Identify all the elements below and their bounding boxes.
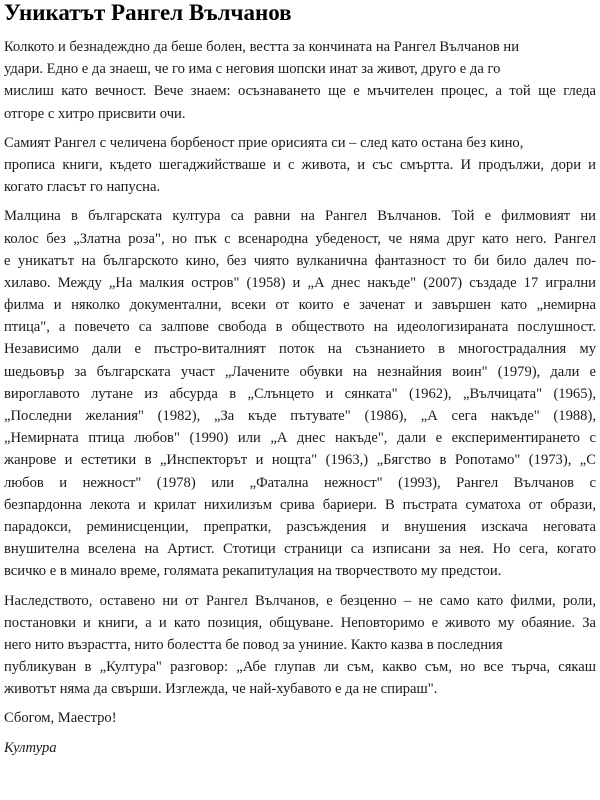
article-body bbox=[4, 36, 596, 766]
paragraph-line: вироглавото лутане из абсурда в „Слънцето и сянката" (1962), „Вълчицата" (1965), bbox=[4, 385, 596, 402]
paragraph-line: колос без „Златна роза", но пък с всенародна убеденост, че няма друг като него. Рангел bbox=[4, 230, 596, 247]
paragraph-line: безпардонна лекота и крилат нихилизъм срива бариери. В пъстрата суматоха от образи, bbox=[4, 496, 596, 513]
paragraph-line: постановки и книги, а и като позиция, общуване. Неповторимо е живото му обаяние. За bbox=[4, 614, 596, 631]
paragraph-line: внушителна вселена на Артист. Стотици страници са изписани за нея. Но сега, когато bbox=[4, 541, 596, 558]
paragraph-line: „Немирната птица любов" (1990) или „А днес накъде", дали е експериментирането с bbox=[4, 430, 596, 447]
article-paragraph bbox=[4, 707, 596, 729]
paragraph-line: е уникатът на българското кино, без чиято вулканична фантазност то би било далеч по- bbox=[4, 252, 596, 269]
article-paragraph bbox=[4, 132, 596, 199]
paragraph-line: парадокси, реминисценции, препратки, разсъждения и внушения изскача неговата bbox=[4, 518, 596, 535]
paragraph-line: прописа книги, където шегаджийстваше и с живота, и със смъртта. И продължи, дори и bbox=[4, 156, 596, 173]
paragraph-line: „Последни желания" (1982), „За къде пътувате" (1986), „А сега накъде" (1988), bbox=[4, 408, 596, 424]
paragraph-line: жанрове и естетики в „Инспекторът и нощта" (1963,) „Бягство в Ропотамо" (1973), „С bbox=[4, 452, 596, 469]
article-paragraph bbox=[4, 205, 596, 582]
paragraph-line: птица", а повечето са залпове свобода в обществото на идеологизираната послушност. bbox=[4, 319, 596, 336]
paragraph-line: Малцина в българската култура са равни на Рангел Вълчанов. Той е филмовият ни bbox=[4, 208, 596, 225]
paragraph-line: Независимо дали е пъстро-виталният поток на съзнанието в многострадалния му bbox=[4, 341, 596, 358]
paragraph-line: удари. Едно е да знаеш, че го има с неговия шопски инат за живот, друго е да го bbox=[4, 61, 501, 78]
paragraph-line: шедьовър за българската участ „Лачените обувки на незнайния воин" (1979), дали е bbox=[4, 363, 596, 380]
paragraph-line: Колкото и безнадеждно да беше болен, вестта за кончината на Рангел Вълчанов ни bbox=[4, 39, 520, 55]
paragraph-line: всичко е в минало време, голямата рекапитулация на творчеството му предстои. bbox=[4, 563, 502, 580]
paragraph-line: мислиш като вечност. Вече знаем: осъзнаването ще е мъчителен процес, а той ще гледа bbox=[4, 83, 596, 100]
paragraph-line: животът няма да свърши. Изглежда, че най-хубавото е да не спираш". bbox=[4, 681, 438, 698]
article-signature: Култура bbox=[4, 739, 57, 756]
paragraph-line: отгоре с хитро присвити очи. bbox=[4, 105, 186, 122]
article-paragraph bbox=[4, 36, 596, 125]
paragraph-line: публикуван в „Култура" разговор: „Абе глупав ли съм, какво съм, но все търча, сякаш bbox=[4, 659, 596, 676]
paragraph-line: Наследството, оставено ни от Рангел Вълчанов, е безценно – не само като филми, роли, bbox=[4, 592, 596, 609]
paragraph-line: филма и няколко документални, всеки от които е заченат и завършен като „немирна bbox=[4, 297, 596, 314]
article-paragraph bbox=[4, 590, 596, 701]
paragraph-line: Самият Рангел с челичена борбеност прие орисията си – след като остана без кино, bbox=[4, 134, 524, 151]
paragraph-line: хилаво. Между „На малкия остров" (1958) и „А днес накъде" (2007) създаде 17 игрални bbox=[4, 274, 596, 291]
paragraph-line: любов и нежност" (1978) или „Фатална нежност" (1993), Рангел Вълчанов с bbox=[4, 474, 596, 491]
article-title: Уникатът Рангел Вълчанов bbox=[4, 0, 292, 25]
paragraph-line: него нито възрастта, нито болестта бе повод за униние. Както казва в последния bbox=[4, 636, 503, 653]
paragraph-line: когато гласът го напусна. bbox=[4, 179, 161, 196]
paragraph-line: Сбогом, Маестро! bbox=[4, 710, 117, 727]
